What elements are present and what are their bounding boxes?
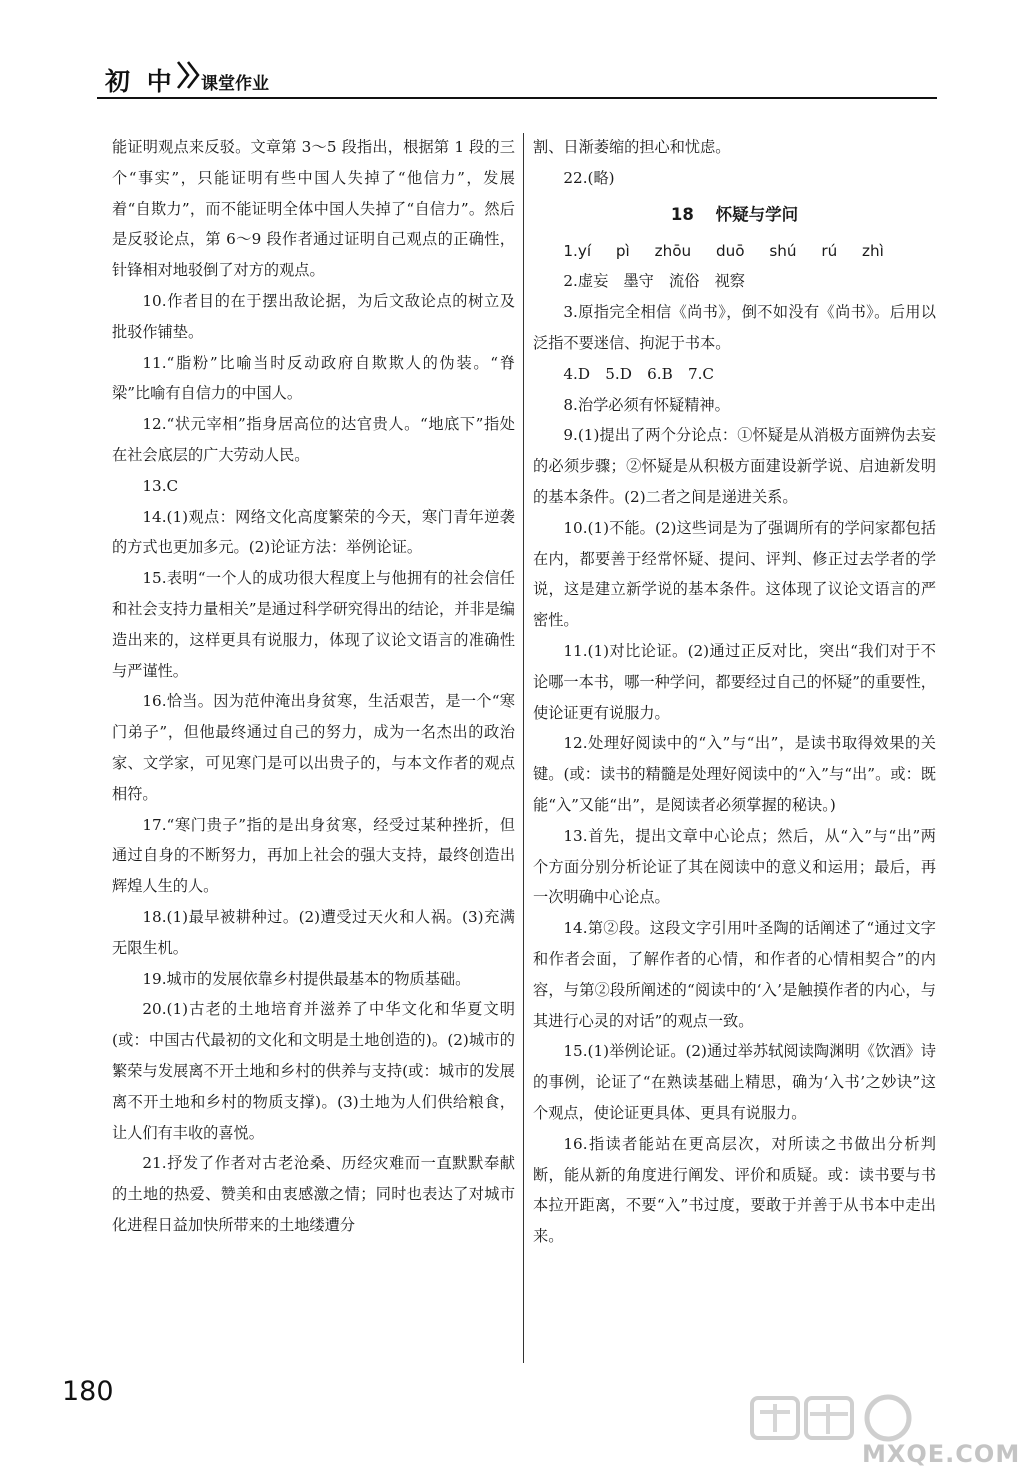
answer-13: 13.首先，提出文章中心论点；然后，从“入”与“出”两个方面分别分析论证了其在阅读中的意义和运用；最后，再一次明确中心论点。 [533,826,936,907]
left-column [112,132,515,1241]
answer-12: 12.“状元宰相”指身居高位的达官贵人。“地底下”指处在社会底层的广大劳动人民。 [112,415,515,464]
answer-12: 12.处理好阅读中的“入”与“出”，是读书取得效果的关键。(或：读书的精髓是处理好阅读中的“入”与“出”。或：既能“入”又能“出”，是阅读者必须掌握的秘诀。) [533,734,936,814]
header-rule [97,97,937,99]
answer-22: 22.(略) [563,168,615,187]
answer-14: 14.(1)观点：网络文化高度繁荣的今天，寒门青年逆袭的方式也更加多元。(2)论证方法：举例论证。 [112,507,515,557]
answer-16: 16.恰当。因为范仲淹出身贫寒，生活艰苦，是一个“寒门弟子”，但他最终通过自己的努力，成为一名杰出的政治家、文学家，可见寒门是可以出贵子的，与本文作者的观点相符。 [112,692,515,803]
answer-4-7: 4.D 5.D 6.B 7.C [563,364,715,383]
watermark [748,1392,1020,1472]
watermark-site: MXQE.COM [862,1440,1020,1468]
answer-3: 3.原指完全相信《尚书》，倒不如没有《尚书》。后用以泛指不要迷信、拘泥于书本。 [533,303,936,352]
answer-paragraph: 能证明观点来反驳。文章第 3～5 段指出，根据第 1 段的三个“事实”，只能证明有些中国人失掉了“他信力”，发展着“自欺力”，而不能证明全体中国人失掉了“自信力”。然后是反驳论点，第 6～9 段作者通过证明自己观点的正确性，针锋相对地驳倒了对方的观点。 [112,138,515,280]
answer-16: 16.指读者能站在更高层次，对所读之书做出分析判断，能从新的角度进行阐发、评价和质疑。或：读书要与书本拉开距离，不要“入”书过度，要敢于并善于从书本中走出来。 [533,1134,936,1246]
answer-15: 15.(1)举例论证。(2)通过举苏轼阅读陶渊明《饮酒》诗的事例，论证了“在熟读基础上精思，确为‘入书’之妙诀”这个观点，使论证更具体、更具有说服力。 [533,1042,936,1122]
continued-text: 割、日渐萎缩的担心和忧虑。 [533,138,731,156]
book-subtitle: 课堂作业 [201,74,269,94]
section-title: 怀疑与学问 [715,204,799,224]
section-heading [533,194,936,236]
answer-15: 15.表明“一个人的成功很大程度上与他拥有的社会信任和社会支持力量相关”是通过科学研究得出的结论，并非是编造出来的，这样更具有说服力，体现了议论文语言的准确性与严谨性。 [112,569,515,680]
answer-21: 21.抒发了作者对古老沧桑、历经灾难而一直默默奉献的土地的热爱、赞美和由衷感激之情；同时也表达了对城市化进程日益加快所带来的土地缕遭分 [112,1154,515,1234]
section-number: 18 [670,204,694,224]
answer-11: 11.(1)对比论证。(2)通过正反对比，突出“我们对于不论哪一本书，哪一种学问，都要经过自己的怀疑”的重要性，使论证更有说服力。 [533,641,936,722]
answer-10: 10.作者目的在于摆出敌论据，为后文敌论点的树立及批驳作铺垫。 [112,291,515,341]
series-title: 初 中 [105,67,176,96]
answer-11: 11.“脂粉”比喻当时反动政府自欺欺人的伪装。“脊梁”比喻有自信力的中国人。 [112,353,515,403]
answer-10: 10.(1)不能。(2)这些词是为了强调所有的学问家都包括在内，都要善于经常怀疑、提问、评判、修正过去学者的学说，这是建立新学说的基本条件。这体现了议论文语言的严密性。 [533,518,936,630]
answer-20: 20.(1)古老的土地培育并滋养了中华文化和华夏文明(或：中国古代最初的文化和文明是土地创造的)。(2)城市的繁荣与发展离不开土地和乡村的供养与支持(或：城市的发展离不开土地和乡村的物质支撑)。(3)土地为人们供给粮食，让人们有丰收的喜悦。 [112,1000,515,1142]
answer-13: 13.C [142,476,179,495]
answer-17: 17.“寒门贵子”指的是出身贫寒，经受过某种挫折，但通过自身的不断努力，再加上社会的强大支持，最终创造出辉煌人生的人。 [112,815,515,896]
answer-14: 14.第②段。这段文字引用叶圣陶的话阐述了“通过文字和作者会面，了解作者的心情，和作者的心情相契合”的内容，与第②段所阐述的“阅读中的‘入’是触摸作者的内心，与其进行心灵的对话”的观点一致。 [533,919,936,1030]
answer-2: 2.虚妄 墨守 流俗 视察 [563,272,745,291]
page-header [97,58,937,100]
answer-9: 9.(1)提出了两个分论点：①怀疑是从消极方面辨伪去妄的必须步骤；②怀疑是从积极方面建设新学说、启迪新发明的基本条件。(2)二者之间是递进关系。 [533,426,936,506]
right-column [533,132,936,1252]
answer-18: 18.(1)最早被耕种过。(2)遭受过天火和人祸。(3)充满无限生机。 [112,907,515,957]
double-chevron-icon [175,58,203,92]
answer-8: 8.治学必须有怀疑精神。 [563,395,730,414]
answer-1-pinyin: 1.yí pì zhōu duō shú rú zhì [563,241,884,260]
answer-19: 19.城市的发展依靠乡村提供最基本的物质基础。 [142,969,471,988]
page-number: 180 [62,1376,114,1407]
column-divider [523,133,524,1363]
